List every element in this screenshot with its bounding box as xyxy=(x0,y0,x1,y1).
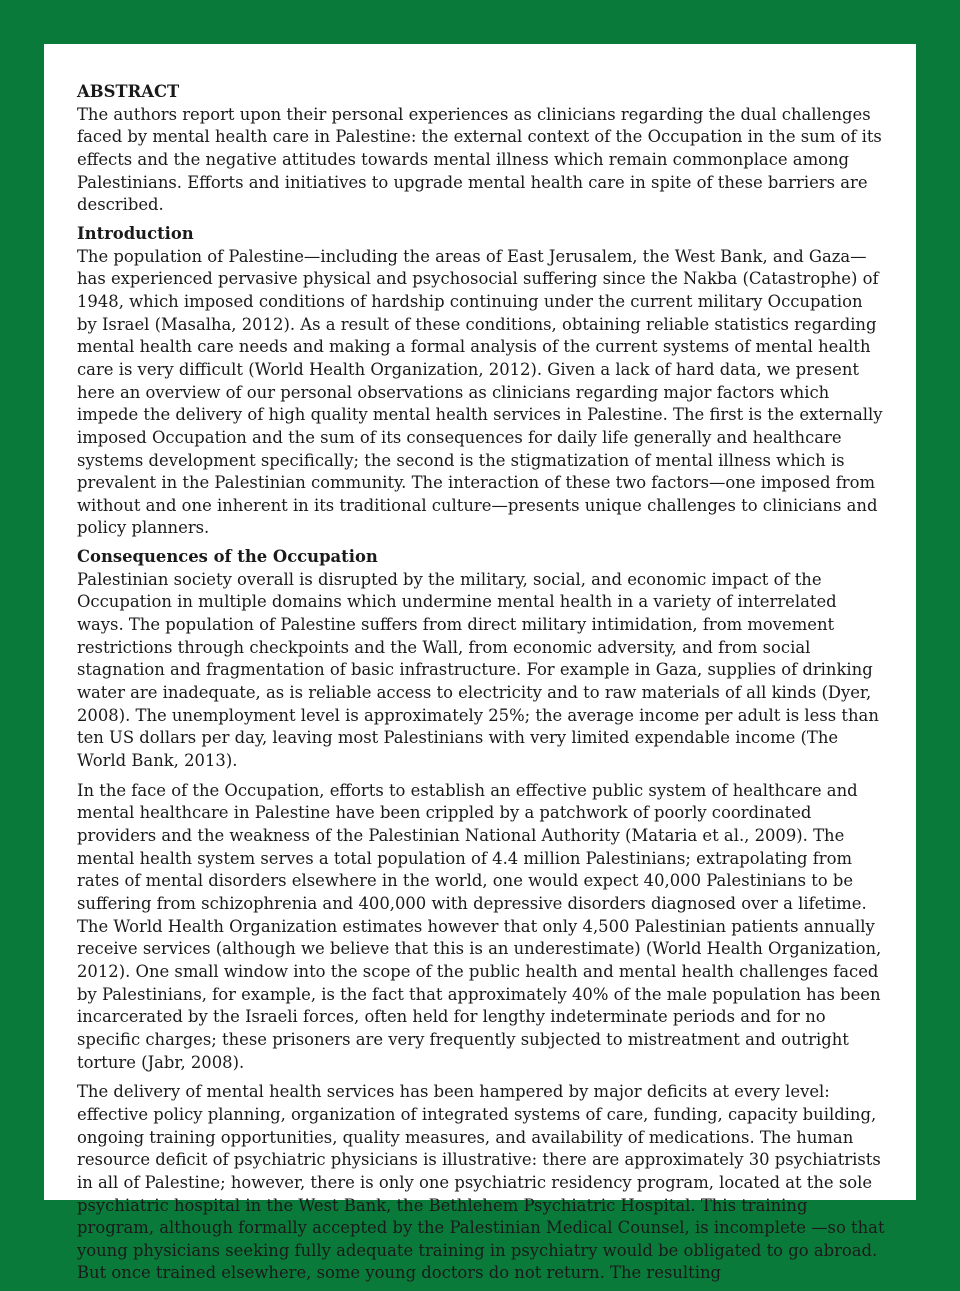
consequences-paragraph-1: Palestinian society overall is disrupted by the military, social, and economic impact of the Occupation in multiple domains which undermine mental health in a variety of interrelated ways. The population of Palestine suffers from direct military intimidation, from movement restrictions through checkpoints and the Wall, from economic adversity, and from social stagnation and fragmentation of basic infrastructure. For example in Gaza, supplies of drinking water are inadequate, as is reliable access to electricity and to raw materials of all kinds (Dyer, 2008). The unemployment level is approximately 25%; the average income per adult is less than ten US dollars per day, leaving most Palestinians with very limited expendable income (The World Bank, 2013). xyxy=(77,569,879,771)
introduction-heading: Introduction xyxy=(77,223,194,243)
abstract-text: The authors report upon their personal experiences as clinicians regarding the dual challenges faced by mental health care in Palestine: the external context of the Occupation in the sum of its effects and the negative attitudes towards mental illness which remain commonplace among Palestinians. Efforts and initiatives to upgrade mental health care in spite of these barriers are described. xyxy=(77,104,882,215)
article-body xyxy=(77,81,887,1291)
consequences-paragraph-2: In the face of the Occupation, efforts to establish an effective public system of healthcare and mental healthcare in Palestine have been crippled by a patchwork of poorly coordinated providers and the weakness of the Palestinian National Authority (Mataria et al., 2009). The mental health system serves a total population of 4.4 million Palestinians; extrapolating from rates of mental disorders elsewhere in the world, one would expect 40,000 Palestinians to be suffering from schizophrenia and 400,000 with depressive disorders diagnosed over a lifetime. The World Health Organization estimates however that only 4,500 Palestinian patients annually receive services (although we believe that this is an underestimate) (World Health Organization, 2012). One small window into the scope of the public health and mental health challenges faced by Palestinians, for example, is the fact that approximately 40% of the male population has been incarcerated by the Israeli forces, often held for lengthy indeterminate periods and for no specific charges; these prisoners are very frequently subjected to mistreatment and outright torture (Jabr, 2008). xyxy=(77,780,882,1072)
abstract-heading: ABSTRACT xyxy=(77,82,180,101)
consequences-paragraph-3: The delivery of mental health services has been hampered by major deficits at every level: effective policy planning, organization of integrated systems of care, funding, capacity building, ongoing training opportunities, quality measures, and availability of medications. The human resource deficit of psychiatric physicians is illustrative: there are approximately 30 psychiatrists in all of Palestine; however, there is only one psychiatric residency program, located at the sole psychiatric hospital in the West Bank, the Bethlehem Psychiatric Hospital. This training program, although formally accepted by the Palestinian Medical Counsel, is incomplete —so that young physicians seeking fully adequate training in psychiatry would be obligated to go abroad. But once trained elsewhere, some young doctors do not return. The resulting xyxy=(77,1082,885,1283)
introduction-paragraph: The population of Palestine—including the areas of East Jerusalem, the West Bank, and Gaza—has experienced pervasive physical and psychosocial suffering since the Nakba (Catastrophe) of 1948, which imposed conditions of hardship continuing under the current military Occupation by Israel (Masalha, 2012). As a result of these conditions, obtaining reliable statistics regarding mental health care needs and making a formal analysis of the current systems of mental health care is very difficult (World Health Organization, 2012). Given a lack of hard data, we present here an overview of our personal observations as clinicians regarding major factors which impede the delivery of high quality mental health services in Palestine. The first is the externally imposed Occupation and the sum of its consequences for daily life generally and healthcare systems development specifically; the second is the stigmatization of mental illness which is prevalent in the Palestinian community. The interaction of these two factors—one imposed from without and one inherent in its traditional culture—presents unique challenges to clinicians and policy planners. xyxy=(77,246,883,538)
consequences-section xyxy=(77,546,887,1285)
document-page xyxy=(44,44,916,1283)
abstract-section xyxy=(77,81,887,217)
introduction-section xyxy=(77,223,887,540)
consequences-heading: Consequences of the Occupation xyxy=(77,547,378,567)
